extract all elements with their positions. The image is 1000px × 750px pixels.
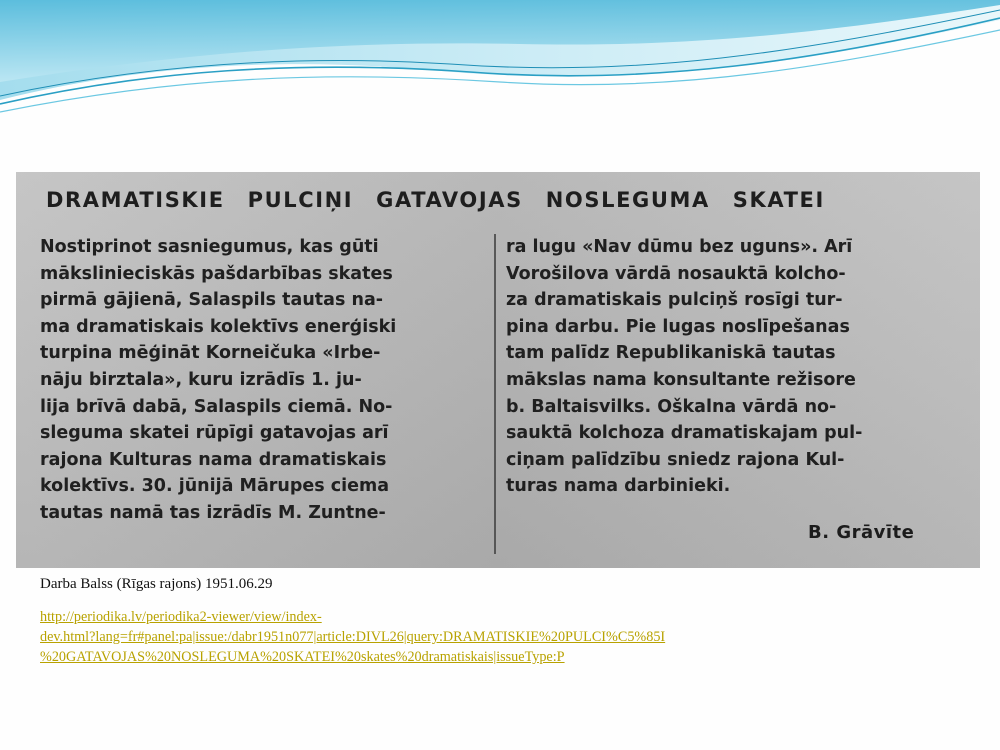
clipping-line: b. Baltaisvilks. Oškalna vārdā no-	[506, 396, 837, 417]
clipping-line: turpina mēģināt Korneičuka «Irbe-	[40, 343, 381, 364]
clipping-line: ma dramatiskais kolektīvs enerģiski	[40, 316, 397, 337]
clipping-line: lija brīvā dabā, Salaspils ciemā. No-	[40, 396, 393, 417]
clipping-line: pina darbu. Pie lugas noslīpešanas	[506, 316, 850, 337]
newspaper-clipping-image	[16, 172, 980, 568]
clipping-line: Nostiprinot sasniegumus, kas gūti	[40, 237, 379, 257]
clipping-line: sleguma skatei rūpīgi gatavojas arī	[40, 423, 389, 444]
clipping-line: za dramatiskais pulciņš rosīgi tur-	[506, 290, 843, 311]
clipping-headline: DRAMATISKIE PULCIŅI GATAVOJAS NOSLEGUMA SKATEI	[46, 188, 825, 212]
clipping-left-column	[40, 234, 492, 527]
source-url-link[interactable]	[40, 607, 970, 667]
clipping-line: turas nama darbinieki.	[506, 476, 731, 497]
clipping-author-signature: B. Grāvīte	[808, 522, 915, 543]
link-line[interactable]: dev.html?lang=fr#panel:pa|issue:/dabr1951n077|article:DIVL26|query:DRAMATISKIE%20PULCI%C5%85I	[40, 629, 666, 645]
clipping-line: Vorošilova vārdā nosauktā kolcho-	[506, 263, 846, 284]
clipping-line: pirmā gājienā, Salaspils tautas na-	[40, 290, 384, 311]
clipping-line: tam palīdz Republikaniskā tautas	[506, 343, 836, 364]
link-line[interactable]: http://periodika.lv/periodika2-viewer/view/index-	[40, 609, 322, 625]
clipping-line: tautas namā tas izrādīs M. Zuntne-	[40, 502, 386, 523]
clipping-line: ra lugu «Nav dūmu bez uguns». Arī	[506, 237, 853, 257]
clipping-line: mākslinieciskās pašdarbības skates	[40, 263, 393, 284]
clipping-line: sauktā kolchoza dramatiskajam pul-	[506, 423, 863, 444]
source-caption: Darba Balss (Rīgas rajons) 1951.06.29	[40, 576, 273, 592]
clipping-line: ciņam palīdzību sniedz rajona Kul-	[506, 449, 845, 470]
clipping-line: nāju birztala», kuru izrādīs 1. ju-	[40, 369, 362, 390]
column-divider	[494, 234, 496, 554]
link-line[interactable]: %20GATAVOJAS%20NOSLEGUMA%20SKATEI%20skates%20dramatiskais|issueType:P	[40, 649, 565, 665]
clipping-line: mākslas nama konsultante režisore	[506, 369, 856, 390]
header-wave-decoration	[0, 0, 1000, 130]
clipping-line: rajona Kulturas nama dramatiskais	[40, 449, 387, 470]
clipping-line: kolektīvs. 30. jūnijā Mārupes ciema	[40, 476, 390, 497]
clipping-right-column	[506, 234, 966, 500]
